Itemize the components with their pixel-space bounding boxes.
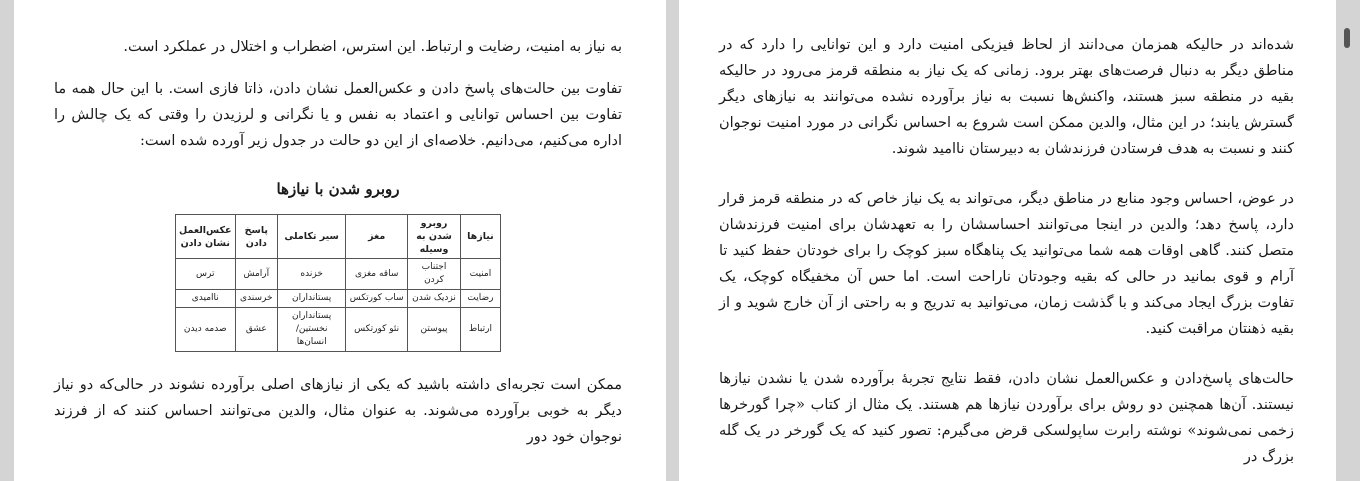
table-header-cell: پاسخ دادن	[235, 215, 278, 259]
table-header-row	[176, 215, 501, 259]
table-cell: خزنده	[278, 259, 346, 290]
table-header-cell: سیر تکاملی	[278, 215, 346, 259]
right-paragraph-3: حالت‌های پاسخ‌دادن و عکس‌العمل نشان دادن، فقط نتایج تجربهٔ برآورده شدن یا نشدن نیازها نیستند. آن‌ها همچنین دو روش برای برآوردن نیازها هم هستند. یک مثال از کتاب «چرا گورخرها زخمی نمی‌شوند» نوشته رابرت ساپولسکی قرض می‌گیرم: تصور کنید که یک گورخر در یک گله بزرگ در	[719, 371, 1294, 465]
table-header-cell: نیازها	[460, 215, 500, 259]
table-cell: آرامش	[235, 259, 278, 290]
table-header-cell: مغز	[346, 215, 408, 259]
table-cell: صدمه دیدن	[176, 308, 236, 352]
left-paragraph-3: ممکن است تجربه‌ای داشته باشید که یکی از نیازهای اصلی برآورده نشوند در حالی‌که دو نیاز دیگر به خوبی برآورده می‌شوند. به عنوان مثال، والدین می‌توانند احساس کنند که از فرزند نوجوان خود دور	[54, 377, 622, 445]
left-paragraph-2: تفاوت بین حالت‌های پاسخ دادن و عکس‌العمل نشان دادن، ذاتا فازی است. با این حال همه ما تفاوت بین احساس توانایی و اعتماد به نفس و یا نگرانی و لرزیدن را وقتی که یک چالش را اداره می‌کنیم، می‌دانیم. خلاصه‌ای از این دو حالت در جدول زیر آورده شده است:	[54, 81, 622, 149]
right-paragraph-1: شده‌اند در حالیکه همزمان می‌دانند از لحاظ فیزیکی امنیت دارد و این توانایی را دارد که در مناطق دیگر به دنبال فرصت‌های بهتر برود. زمانی که یک نیاز به منطقه قرمز می‌رود در حالیکه بقیه در منطقه سبز هستند، واکنش‌ها نسبت به نیاز برآورده نشده می‌توانند به نیازهای دیگر گسترش یابند؛ در این مثال، والدین ممکن است شروع به احساس نگرانی در مورد امنیت نوجوان کنند و نسبت به هدف فرستادن فرزندشان به دبیرستان ناامید شوند.	[719, 37, 1294, 157]
table-cell: خرسندی	[235, 290, 278, 308]
table-cell: پستانداران نخستین/ انسان‌ها	[278, 308, 346, 352]
table-cell: اجتناب کردن	[408, 259, 461, 290]
right-paragraph-2: در عوض، احساس وجود منابع در مناطق دیگر، می‌تواند به یک نیاز خاص که در منطقه قرمز قرار دارد، پاسخ دهد؛ والدین در اینجا می‌توانند احساسشان را به تعهدشان برای امنیت فرزندشان متصل کنند. گاهی اوقات همه شما می‌توانید یک پناهگاه سبز کوچک را برای خودتان حفظ کنید تا آرام و قوی بمانید در حالی که بقیه وجودتان ناراحت است. اما حس آن مخفیگاه کوچک، یک تفاوت بزرگ ایجاد می‌کند و با گذشت زمان، می‌توانید به تدریج و به راحتی از آن خارج شوید و از بقیه ذهنتان مراقبت کنید.	[719, 191, 1294, 337]
left-page	[14, 0, 666, 481]
table-title: روبرو شدن با نیازها	[276, 180, 400, 198]
table-cell: رضایت	[460, 290, 500, 308]
left-paragraph-1: به نیاز به امنیت، رضایت و ارتباط. این استرس، اضطراب و اختلال در عملکرد است.	[123, 39, 622, 55]
table-cell: نزدیک شدن	[408, 290, 461, 308]
table-cell: پستانداران	[278, 290, 346, 308]
table-row	[176, 290, 501, 308]
table-cell: نئو کورتکس	[346, 308, 408, 352]
table-row	[176, 259, 501, 290]
table-cell: پیوستن	[408, 308, 461, 352]
right-page	[679, 0, 1336, 481]
table-header-cell: روبرو شدن به وسیله	[408, 215, 461, 259]
table-cell: امنیت	[460, 259, 500, 290]
table-cell: عشق	[235, 308, 278, 352]
table-row	[176, 308, 501, 352]
needs-table	[175, 214, 501, 352]
table-cell: ترس	[176, 259, 236, 290]
table-cell: ساب کورتکس	[346, 290, 408, 308]
table-cell: ناامیدی	[176, 290, 236, 308]
scrollbar-thumb[interactable]	[1344, 28, 1350, 48]
table-cell: ارتباط	[460, 308, 500, 352]
table-cell: ساقه مغزی	[346, 259, 408, 290]
table-header-cell: عکس‌العمل نشان دادن	[176, 215, 236, 259]
